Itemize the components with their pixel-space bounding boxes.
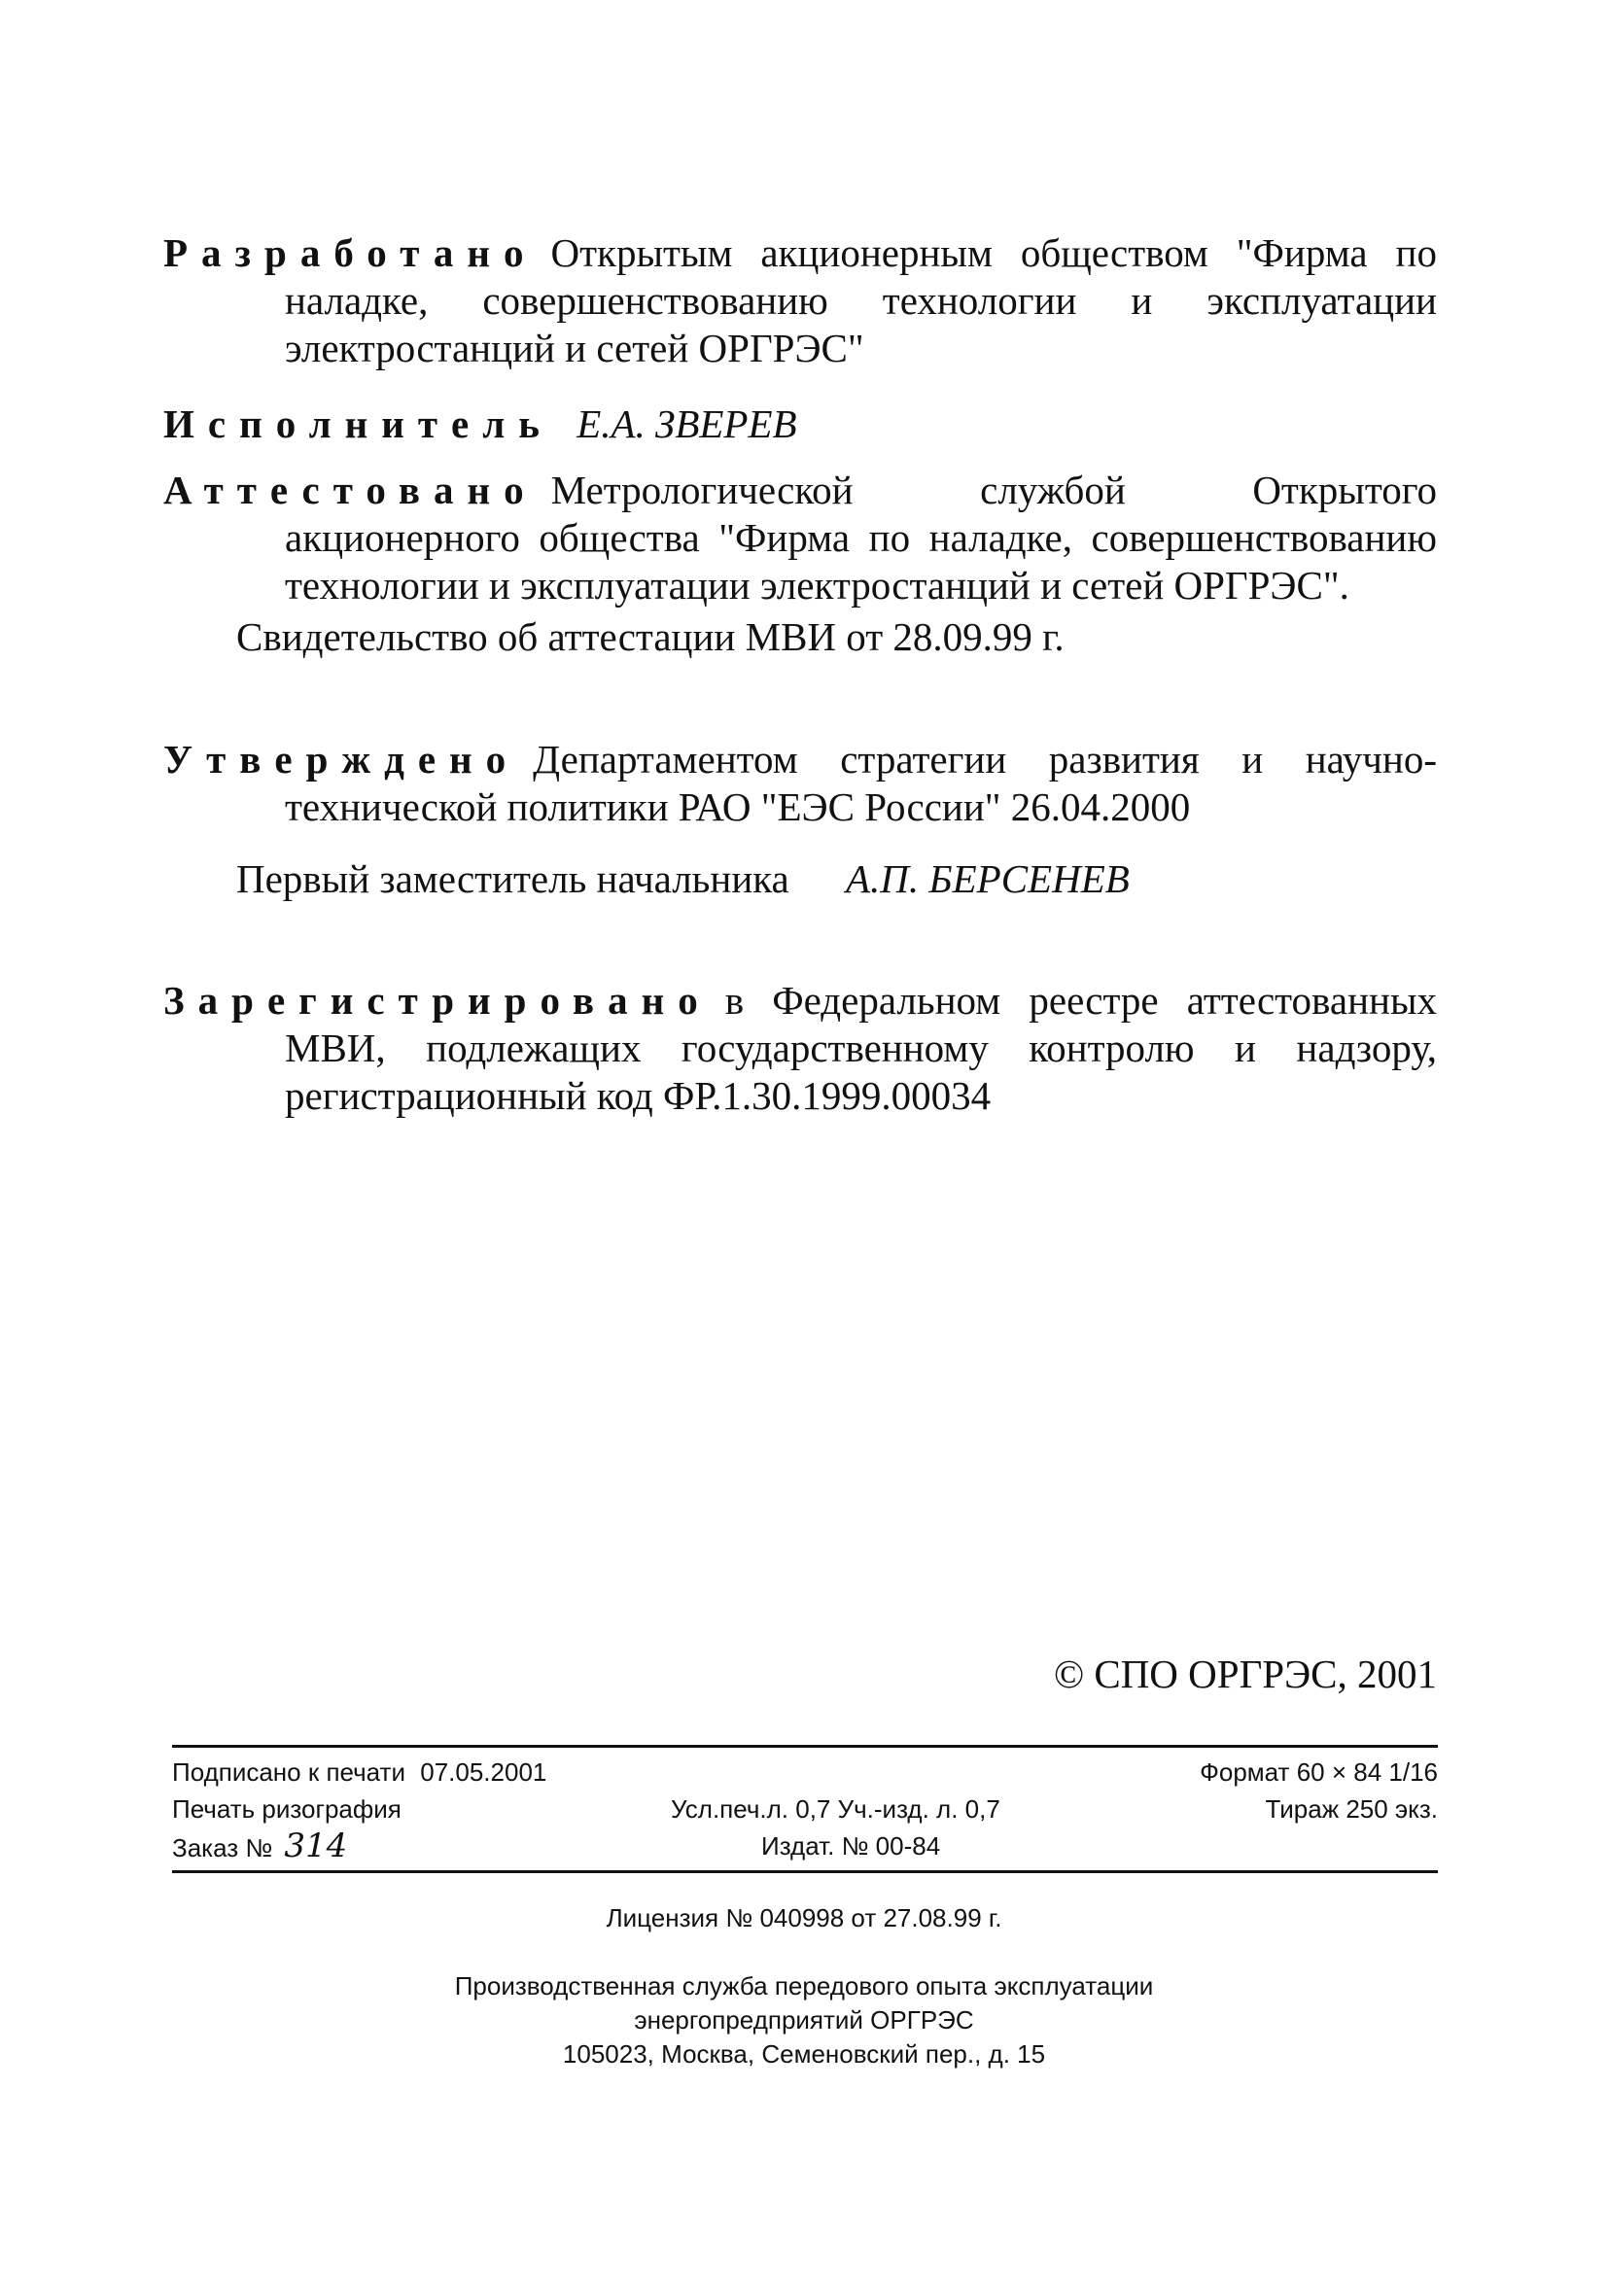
- order-number-line: [172, 1826, 348, 1865]
- credit-certified: [163, 467, 1437, 661]
- approved-label: Утверждено: [163, 737, 520, 782]
- publisher-info: [0, 1969, 1608, 2071]
- imprint-top-divider: [172, 1745, 1438, 1748]
- imprint-bottom-divider: [172, 1870, 1438, 1873]
- signatory-line: [163, 855, 1437, 903]
- copyright-notice: © СПО ОРГРЭС, 2001: [1053, 1652, 1437, 1696]
- credit-registered: [163, 977, 1437, 1120]
- printing-method: Печать ризография: [172, 1794, 402, 1824]
- order-number-handwritten: 314: [284, 1826, 348, 1865]
- signed-for-print: [172, 1757, 546, 1787]
- printed-sheets: Усл.печ.л. 0,7 Уч.-изд. л. 0,7: [671, 1794, 1000, 1824]
- executor-name: Е.А. ЗВЕРЕВ: [577, 401, 797, 446]
- developed-text: Открытым акционерным обществом "Фирма по наладке, совершенствованию технологии и эксплуатации электростанций и сетей ОРГРЭС": [285, 230, 1437, 370]
- certified-text: Метрологической службой Открытого акционерного общества "Фирма по наладке, совершенствованию технологии и эксплуатации электростанций и сетей ОРГРЭС".: [285, 468, 1437, 608]
- signed-date: 07.05.2001: [420, 1757, 547, 1787]
- executor-label: Исполнитель: [163, 401, 553, 446]
- credit-developed: [163, 229, 1437, 372]
- signatory-title: Первый заместитель начальника: [236, 856, 789, 901]
- registered-text: в Федеральном реестре аттестованных МВИ, подлежащих государственному контролю и надзору, регистрационный код ФР.1.30.1999.00034: [285, 978, 1437, 1118]
- developed-label: Разработано: [163, 230, 538, 275]
- certificate-line: Свидетельство об аттестации МВИ от 28.09.99 г.: [236, 614, 1065, 659]
- signed-label: Подписано к печати: [172, 1757, 405, 1787]
- signatory-name: А.П. БЕРСЕНЕВ: [846, 856, 1130, 901]
- publisher-address: 105023, Москва, Семеновский пер., д. 15: [562, 2039, 1046, 2069]
- registered-label: Зарегистрировано: [163, 978, 712, 1023]
- publisher-name-line2: энергопредприятий ОРГРЭС: [634, 2005, 974, 2035]
- publisher-name-line1: Производственная служба передового опыта эксплуатации: [454, 1971, 1154, 2000]
- order-label: Заказ №: [172, 1833, 273, 1862]
- publisher-number: Издат. № 00-84: [761, 1831, 941, 1861]
- license-line: Лицензия № 040998 от 27.08.99 г.: [606, 1903, 1002, 1932]
- print-run: Тираж 250 экз.: [1265, 1794, 1438, 1824]
- paper-format: Формат 60 × 84 1/16: [1200, 1757, 1438, 1787]
- credit-approved: [163, 736, 1437, 903]
- approved-text: Департаментом стратегии развития и научно-технической политики РАО "ЕЭС России" 26.04.2000: [285, 737, 1437, 829]
- credit-executor: [163, 400, 1437, 448]
- certified-label: Аттестовано: [163, 468, 538, 512]
